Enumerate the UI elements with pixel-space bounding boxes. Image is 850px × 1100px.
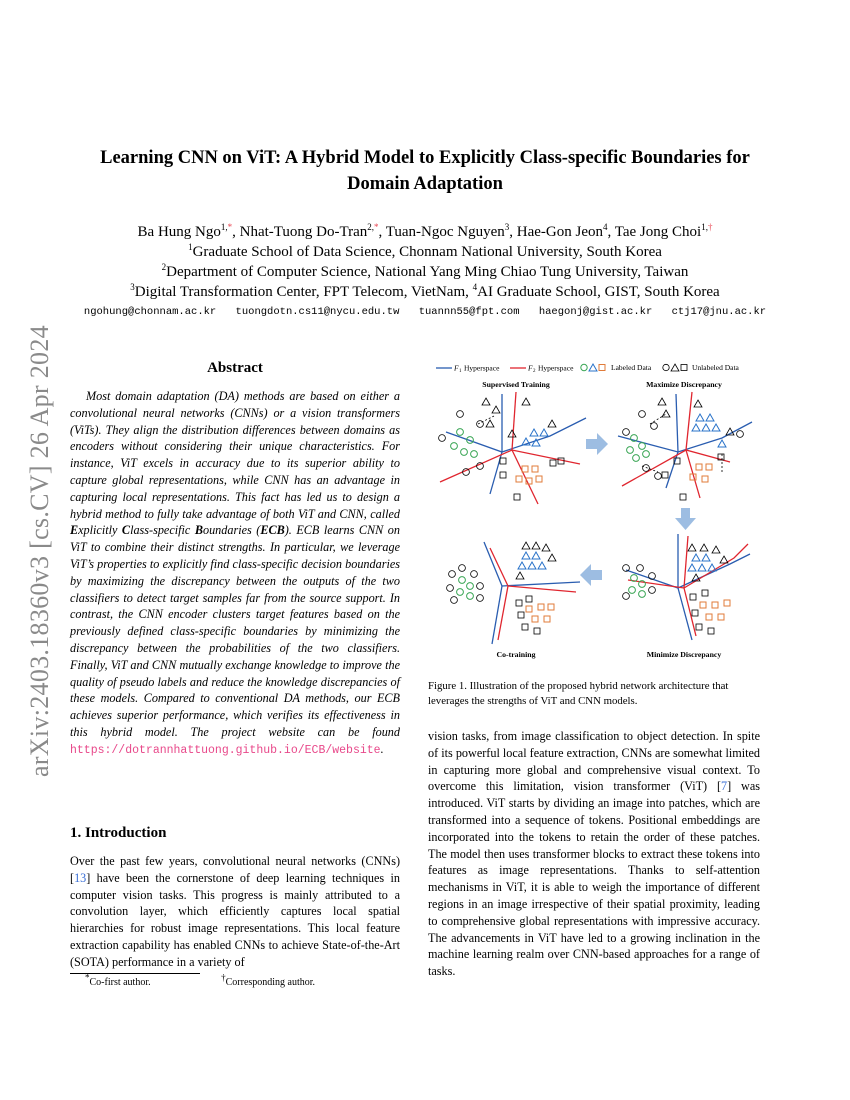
panel-supervised-training — [439, 392, 586, 504]
panel-maximize-discrepancy — [618, 392, 752, 500]
abstract-text: xplicitly — [78, 523, 122, 538]
abstract-text: lass-specific — [130, 523, 195, 538]
legend-square-icon — [599, 365, 605, 371]
panel-title-maximize: Maximize Discrepancy — [646, 380, 722, 389]
abstract-text: Most domain adaptation (DA) methods are based on either a convolutional neural networks (CNNs) or a vision transformers (ViTs). They align the distribution differences between domains as encoders without considering their unique characteristics. For instance, ViT excels in accuracy due to its superior ability to capture global representations, while CNN has an advantage in capturing local representations. This fact has led us to design a hybrid method to fully take advantage of both ViT and CNN, called — [70, 389, 400, 521]
intro-text: ] was introduced. ViT starts by dividing an image into patches, which are transformed into a sequence of tokens. Positional embeddings are incorporated into the tokens to retain the order of these patches. The model then uses transformer blocks to extract these tokens into features as image representations. Thanks to self-attention mechanisms in ViT, it is able to weigh the importance of different regions in an image irrespective of their spatial proximity, leading to comprehensive global representations with impressive accuracy. The advancements in ViT have led to a growing inclination in the machine learning realm over CNN-based approaches for a range of tasks. — [428, 779, 760, 979]
footnote-corresponding — [221, 972, 349, 988]
footnotes — [85, 972, 383, 988]
intro-paragraph — [70, 853, 400, 971]
legend-unlabeled-square-icon — [681, 365, 687, 371]
f2-legend-hyper: Hyperspace — [538, 363, 574, 373]
aff-sup: 4 — [472, 282, 478, 292]
author-name: , Hae-Gon Jeon — [509, 224, 604, 240]
legend-circle-icon — [581, 364, 587, 370]
abstract-body — [70, 388, 400, 760]
affiliation-2 — [60, 262, 790, 282]
f2-legend-sub: 2 — [533, 369, 536, 374]
abstract-text: oundaries ( — [202, 523, 261, 538]
figure-caption: Figure 1. Illustration of the proposed hybrid network architecture that leverages the strengths of ViT and CNN models. — [428, 680, 729, 707]
legend-labeled: Labeled Data — [611, 363, 652, 372]
footnote-mark: * — [85, 972, 90, 983]
author-name: , Nhat-Tuong Do-Tran — [232, 224, 368, 240]
author-name: , Tae Jong Choi — [607, 224, 702, 240]
footnote-cofirst — [85, 972, 185, 988]
citation-link[interactable]: 7 — [721, 779, 728, 794]
footnote-mark: † — [221, 972, 226, 983]
aff-text: Department of Computer Science, National Yang Ming Chiao Tung University, Taiwan — [166, 264, 689, 280]
author-sup: 2, — [367, 222, 375, 232]
figure-1 — [430, 354, 760, 674]
title-line-2: Domain Adaptation — [347, 174, 503, 194]
email-list — [60, 306, 790, 318]
author-list — [60, 222, 790, 242]
intro-paragraph — [428, 728, 760, 980]
aff-text: AI Graduate School, GIST, South Korea — [477, 284, 720, 300]
author-sup: 4 — [603, 222, 608, 232]
paper-title — [60, 145, 790, 197]
aff-text: Graduate School of Data Science, Chonnam National University, South Korea — [192, 244, 662, 260]
figure-legend — [436, 363, 740, 374]
intro-body-right — [428, 728, 760, 980]
author-sup: 1, — [701, 222, 708, 232]
arxiv-id-text: arXiv:2403.18360v3 [cs.CV] 26 Apr 2024 — [25, 325, 54, 777]
abstract-heading: Abstract — [207, 360, 263, 376]
intro-text: Over the past few years, convolutional neural networks (CNNs) [ — [70, 854, 400, 885]
aff-text: Digital Transformation Center, FPT Telecom, VietNam, — [134, 284, 473, 300]
intro-text: vision tasks, from image classification to object detection. In spite of its powerful local feature extraction, CNNs are somewhat limited in capturing more global and comprehensive visual context. To overcome this limitation, vision transformer (ViT) [ — [428, 729, 760, 794]
author-sup: 3 — [504, 222, 510, 232]
cofirst-mark: * — [374, 222, 379, 232]
citation-link[interactable]: 13 — [74, 870, 87, 885]
intro-body-left — [70, 853, 400, 971]
panel-title-minimize: Minimize Discrepancy — [646, 650, 722, 659]
arrow-down-icon — [675, 508, 696, 530]
section-heading-introduction: 1. Introduction — [70, 825, 167, 841]
email[interactable]: tuannn55@fpt.com — [418, 306, 520, 318]
arrow-right-icon — [586, 433, 608, 455]
legend-unlabeled-triangle-icon — [671, 364, 679, 371]
panel-minimize-discrepancy — [623, 534, 750, 640]
affiliation-1 — [60, 242, 790, 262]
intro-text: ] have been the cornerstone of deep learning techniques in computer vision tasks. This progress is mainly attributed to a convolution layer, which efficiently captures local spatial hierarchies for robust image representations. This local feature extraction capability has enabled CNNs to achieve State-of-the-Art (SOTA) performance in a variety of — [70, 870, 400, 969]
email[interactable]: haegonj@gist.ac.kr — [538, 306, 653, 318]
email[interactable]: ngohung@chonnam.ac.kr — [83, 306, 217, 318]
email[interactable]: ctj17@jnu.ac.kr — [671, 306, 767, 318]
aff-sup: 1 — [188, 242, 193, 252]
corresponding-mark: † — [707, 222, 713, 232]
footnote-text: Co-first author. — [89, 977, 151, 988]
f2-legend-label: F — [528, 363, 533, 373]
panel-title-supervised: Supervised Training — [482, 380, 550, 389]
affiliation-3-4 — [60, 282, 790, 302]
email[interactable]: tuongdotn.cs11@nycu.edu.tw — [235, 306, 400, 318]
f1-legend-sub: 1 — [459, 369, 462, 374]
acronym-letter: B — [194, 523, 203, 538]
abstract-text: ). ECB learns CNN on ViT to combine their distinct strengths. In particular, we leverage ViT’s properties to explicitly find class-specific decision boundaries by maximizing the discrepancy between the outputs of the two classifiers to detect target samples far from the source support. In contrast, the CNN encoder clusters target features based on the previously defined class-specific boundaries by minimizing the discrepancy between the probabilities of the two classifiers. Finally, ViT and CNN mutually exchange knowledge to improve the quality of pseudo labels and reduce the knowledge discrepancies of these models. Compared to conventional DA methods, our ECB achieves superior performance, which verifies its effectiveness in this hybrid model. The project website can be found — [70, 523, 400, 739]
acronym: ECB — [260, 523, 285, 538]
legend-triangle-icon — [589, 364, 597, 371]
author-sup: 1, — [220, 222, 228, 232]
panel-co-training — [447, 542, 580, 644]
panel-title-cotraining: Co-training — [496, 650, 536, 659]
author-name: Ba Hung Ngo — [137, 224, 221, 240]
acronym-letter: C — [121, 523, 131, 538]
f1-legend-label: F — [454, 363, 459, 373]
arxiv-stamp — [8, 290, 68, 780]
project-website-link[interactable]: https://dotrannhattuong.github.io/ECB/website — [70, 743, 381, 757]
acronym-letter: E — [70, 523, 79, 538]
arrow-left-icon — [580, 564, 602, 586]
title-line-1: Learning CNN on ViT: A Hybrid Model to Explicitly Class-specific Boundaries for — [100, 148, 750, 168]
footnote-text: Corresponding author. — [225, 977, 316, 988]
author-block — [60, 222, 790, 302]
cofirst-mark: * — [227, 222, 233, 232]
aff-sup: 3 — [130, 282, 135, 292]
aff-sup: 2 — [161, 262, 167, 272]
abstract-text: . — [380, 741, 384, 756]
abstract-paragraph — [70, 388, 400, 760]
author-name: , Tuan-Ngoc Nguyen — [378, 224, 505, 240]
legend-unlabeled-circle-icon — [663, 364, 669, 370]
f1-legend-hyper: Hyperspace — [464, 363, 500, 373]
legend-unlabeled: Unlabeled Data — [692, 363, 739, 372]
